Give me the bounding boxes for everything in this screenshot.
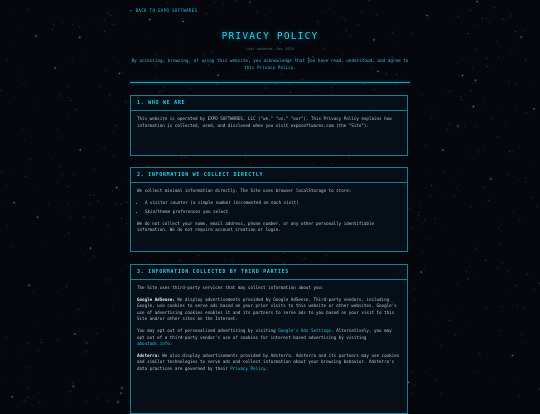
section-body	[131, 280, 407, 382]
list-item: • A visitor counter (a simple number incremented on each visit)	[145, 200, 401, 207]
last-updated-text: Last updated: Dec 2025	[246, 47, 294, 51]
section-body	[131, 183, 407, 243]
section-title: 1. WHO WE ARE	[137, 100, 186, 106]
optout-text: . Alternatively, you may opt out of a third-party vendor's use of cookies for interest-based advertising by visiting	[137, 327, 392, 340]
section-third-party-info	[130, 264, 408, 414]
adsterra-paragraph	[137, 353, 401, 373]
optout-paragraph	[137, 328, 401, 348]
section-paragraph: We collect minimal information directly. The Site uses browser localStorage to store:	[137, 188, 352, 193]
list-item: • Skin/theme preferences you select	[145, 209, 401, 216]
page-title: PRIVACY POLICY	[221, 31, 319, 42]
section-paragraph: The Site uses third-party services that may collect information about you:	[137, 285, 324, 290]
adsterra-privacy-policy-link[interactable]: Privacy Policy	[230, 365, 266, 371]
section-who-we-are	[130, 95, 408, 156]
section-paragraph: This website is operated by EXPO SOFTWARES, LLC ("we," "us," "our"). This Privacy Policy explains how information is collected, used, and disclosed when you visit exposoftwares.com (the "Site").	[137, 116, 392, 128]
section-info-collected-directly	[130, 167, 408, 252]
section-title: 3. INFORMATION COLLECTED BY THIRD PARTIES	[137, 269, 290, 275]
optout-text: You may opt out of personalized advertising by visiting	[137, 327, 279, 333]
adsterra-label: Adsterra:	[137, 352, 160, 358]
adsense-label: Google AdSense:	[137, 296, 175, 302]
section-title: 2. INFORMATION WE COLLECT DIRECTLY	[137, 172, 264, 178]
adsterra-end: .	[265, 365, 269, 371]
adsense-paragraph	[137, 297, 401, 323]
optout-text: .	[169, 341, 173, 347]
adsense-text: We display advertisements provided by Google AdSense. Third-party vendors, including Google, use cookies to serve ads based on your prior visits to this website or other websites. Google's use of advertising cookies enables it and its partners to serve ads to you based on your visit to this Site and/or other sites on the Internet.	[137, 296, 397, 322]
adsterra-text: We also display advertisements provided by Adsterra. Adsterra and its partners may use cookies and similar technologies to serve ads and collect information about your browsing behavior. Adsterra's data practices are governed by their	[137, 352, 400, 371]
back-to-expo-link[interactable]: ← BACK TO EXPO SOFTWARES	[130, 8, 198, 13]
section-header	[131, 168, 407, 183]
section-header	[131, 96, 407, 111]
stored-items-list	[137, 200, 401, 216]
section-body	[131, 111, 407, 138]
section-header	[131, 265, 407, 280]
aboutads-link[interactable]: aboutads.info	[137, 341, 170, 347]
google-ads-settings-link[interactable]: Google's Ads Settings	[278, 327, 332, 333]
header-divider	[130, 82, 410, 83]
section-paragraph: We do not collect your name, email address, phone number, or any other personally identifiable information. We do not require account creation or login.	[137, 220, 374, 233]
intro-text: By accessing, browsing, or using this website, you acknowledge that you have read, understood, and agree to this Privacy Policy.	[131, 59, 409, 71]
